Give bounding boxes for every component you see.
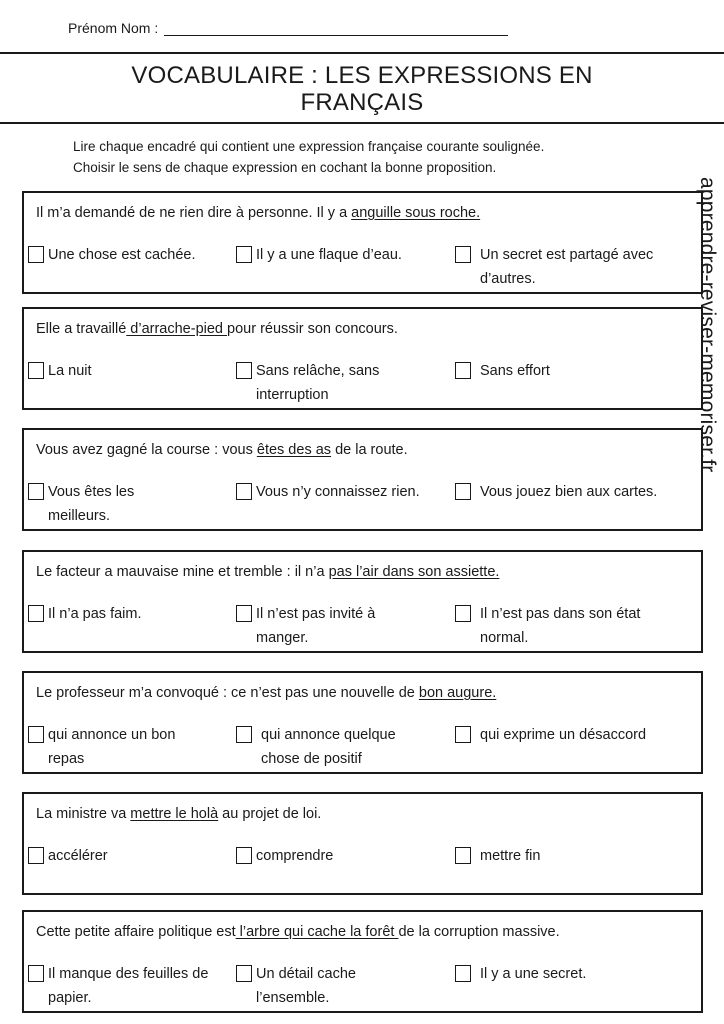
- question-box-3: [22, 428, 703, 531]
- title-line-2: FRANÇAIS: [300, 89, 424, 116]
- checkbox[interactable]: [236, 362, 252, 379]
- option-1[interactable]: accélérer: [28, 844, 228, 868]
- option-2[interactable]: Vous n’y connaissez rien.: [236, 480, 426, 504]
- name-field-row: [68, 20, 508, 36]
- checkbox[interactable]: [455, 362, 471, 379]
- question-sentence: Cette petite affaire politique est l’arbre qui cache la forêt de la corruption massive.: [36, 924, 560, 940]
- checkbox[interactable]: [236, 483, 252, 500]
- checkbox[interactable]: [28, 726, 44, 743]
- page-title: [0, 54, 724, 116]
- checkbox[interactable]: [28, 965, 44, 982]
- checkbox[interactable]: [236, 726, 252, 743]
- question-box-6: [22, 792, 703, 895]
- expression-underlined: l’arbre qui cache la forêt: [235, 924, 399, 940]
- option-1[interactable]: Vous êtes les meilleurs.: [28, 480, 168, 528]
- checkbox[interactable]: [455, 483, 471, 500]
- option-3[interactable]: Sans effort: [455, 359, 700, 383]
- expression-underlined: anguille sous roche.: [351, 205, 481, 221]
- option-3[interactable]: Il n’est pas dans son état normal.: [455, 602, 685, 650]
- checkbox[interactable]: [28, 246, 44, 263]
- question-sentence: Vous avez gagné la course : vous êtes des as de la route.: [36, 442, 408, 458]
- title-band: [0, 52, 724, 124]
- question-sentence: La ministre va mettre le holà au projet de loi.: [36, 806, 322, 822]
- option-1[interactable]: Il manque des feuilles de papier.: [28, 962, 228, 1010]
- checkbox[interactable]: [28, 362, 44, 379]
- question-box-1: [22, 191, 703, 294]
- checkbox[interactable]: [236, 246, 252, 263]
- checkbox[interactable]: [455, 847, 471, 864]
- option-2[interactable]: Sans relâche, sans interruption: [236, 359, 411, 407]
- option-3[interactable]: Vous jouez bien aux cartes.: [455, 480, 700, 504]
- checkbox[interactable]: [455, 965, 471, 982]
- expression-underlined: pas l’air dans son assiette.: [328, 564, 500, 580]
- instructions: [73, 136, 544, 178]
- expression-underlined: êtes des as: [256, 442, 332, 458]
- checkbox[interactable]: [28, 605, 44, 622]
- option-2[interactable]: Un détail cache l’ensemble.: [236, 962, 376, 1010]
- question-sentence: Elle a travaillé d’arrache-pied pour réussir son concours.: [36, 321, 398, 337]
- site-watermark: apprendre-reviser-memoriser.fr: [696, 177, 719, 473]
- checkbox[interactable]: [28, 847, 44, 864]
- option-2[interactable]: qui annonce quelque chose de positif: [236, 723, 436, 771]
- option-3[interactable]: qui exprime un désaccord: [455, 723, 700, 747]
- question-box-7: [22, 910, 703, 1013]
- expression-underlined: d’arrache-pied: [126, 321, 228, 337]
- question-box-4: [22, 550, 703, 653]
- option-1[interactable]: La nuit: [28, 359, 228, 383]
- name-label: Prénom Nom :: [68, 20, 159, 36]
- checkbox[interactable]: [28, 483, 44, 500]
- question-box-5: [22, 671, 703, 774]
- option-3[interactable]: mettre fin: [455, 844, 700, 868]
- checkbox[interactable]: [236, 847, 252, 864]
- option-2[interactable]: comprendre: [236, 844, 446, 868]
- name-blank-line[interactable]: [164, 20, 508, 36]
- checkbox[interactable]: [236, 605, 252, 622]
- option-2[interactable]: Il n’est pas invité à manger.: [236, 602, 416, 650]
- option-3[interactable]: Il y a une secret.: [455, 962, 700, 986]
- expression-underlined: bon augure.: [418, 685, 497, 701]
- question-box-2: [22, 307, 703, 410]
- instruction-line-2: Choisir le sens de chaque expression en cochant la bonne proposition.: [73, 160, 497, 175]
- title-line-1: VOCABULAIRE : LES EXPRESSIONS EN: [131, 62, 593, 89]
- checkbox[interactable]: [236, 965, 252, 982]
- checkbox[interactable]: [455, 246, 471, 263]
- expression-underlined: mettre le holà: [130, 806, 219, 822]
- option-1[interactable]: Une chose est cachée.: [28, 243, 228, 267]
- checkbox[interactable]: [455, 726, 471, 743]
- option-3[interactable]: Un secret est partagé avec d’autres.: [455, 243, 655, 291]
- option-1[interactable]: Il n’a pas faim.: [28, 602, 228, 626]
- instruction-line-1: Lire chaque encadré qui contient une expression française courante soulignée.: [73, 139, 545, 154]
- option-1[interactable]: qui annonce un bon repas: [28, 723, 178, 771]
- option-2[interactable]: Il y a une flaque d’eau.: [236, 243, 446, 267]
- question-sentence: Le facteur a mauvaise mine et tremble : il n’a pas l’air dans son assiette.: [36, 564, 500, 580]
- question-sentence: Il m’a demandé de ne rien dire à personne. Il y a anguille sous roche.: [36, 205, 481, 221]
- question-sentence: Le professeur m’a convoqué : ce n’est pas une nouvelle de bon augure.: [36, 685, 497, 701]
- checkbox[interactable]: [455, 605, 471, 622]
